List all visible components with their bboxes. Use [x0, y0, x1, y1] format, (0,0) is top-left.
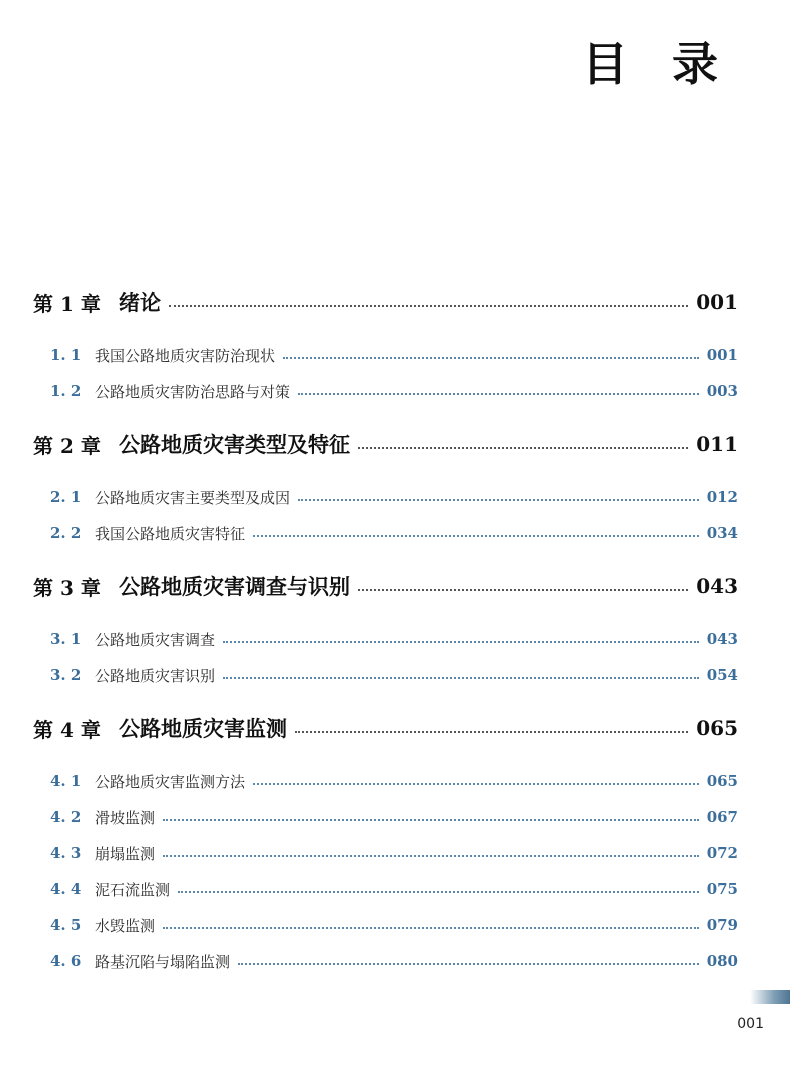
page-number: 001 — [737, 1016, 764, 1032]
dot-leader — [163, 819, 699, 821]
toc-section-3-1[interactable] — [50, 627, 738, 651]
section-number: 3. 2 — [50, 666, 82, 684]
toc-chapter-3[interactable] — [33, 571, 738, 601]
toc-section-2-1[interactable] — [50, 485, 738, 509]
section-page: 075 — [706, 880, 738, 898]
dot-leader — [358, 447, 688, 449]
section-title: 公路地质灾害调查 — [95, 630, 216, 649]
dot-leader — [253, 535, 699, 537]
toc-section-4-5[interactable] — [50, 913, 738, 937]
section-title: 我国公路地质灾害特征 — [95, 524, 246, 543]
section-number: 4. 2 — [50, 808, 82, 826]
section-title: 路基沉陷与塌陷监测 — [95, 952, 231, 971]
toc-section-4-3[interactable] — [50, 841, 738, 865]
section-number: 1. 1 — [50, 346, 82, 364]
section-page: 054 — [706, 666, 738, 684]
toc-section-3-2[interactable] — [50, 663, 738, 687]
chapter-title: 公路地质灾害监测 — [119, 717, 287, 741]
dot-leader — [238, 963, 699, 965]
chapter-number: 第 1 章 — [33, 291, 101, 316]
chapter-page: 065 — [696, 716, 738, 740]
section-page: 043 — [706, 630, 738, 648]
section-number: 4. 1 — [50, 772, 82, 790]
dot-leader — [169, 305, 688, 307]
section-title: 公路地质灾害识别 — [95, 666, 216, 685]
chapter-number: 第 4 章 — [33, 717, 101, 742]
dot-leader — [283, 357, 699, 359]
section-page: 003 — [706, 382, 738, 400]
section-page: 001 — [706, 346, 738, 364]
section-number: 4. 4 — [50, 880, 82, 898]
dot-leader — [163, 855, 699, 857]
section-number: 3. 1 — [50, 630, 82, 648]
section-number: 4. 5 — [50, 916, 82, 934]
chapter-page: 001 — [696, 290, 738, 314]
toc-section-2-2[interactable] — [50, 521, 738, 545]
section-page: 080 — [706, 952, 738, 970]
chapter-title: 公路地质灾害类型及特征 — [119, 433, 350, 457]
section-number: 1. 2 — [50, 382, 82, 400]
dot-leader — [163, 927, 699, 929]
section-page: 067 — [706, 808, 738, 826]
chapter-title: 绪论 — [119, 291, 161, 315]
chapter-page: 043 — [696, 574, 738, 598]
dot-leader — [178, 891, 699, 893]
chapter-number: 第 2 章 — [33, 433, 101, 458]
toc-section-4-1[interactable] — [50, 769, 738, 793]
section-title: 公路地质灾害监测方法 — [95, 772, 246, 791]
page-title: 目 录 — [581, 37, 732, 91]
section-page: 072 — [706, 844, 738, 862]
toc-section-1-1[interactable] — [50, 343, 738, 367]
section-number: 4. 3 — [50, 844, 82, 862]
dot-leader — [298, 393, 699, 395]
section-number: 2. 1 — [50, 488, 82, 506]
section-page: 079 — [706, 916, 738, 934]
section-page: 012 — [706, 488, 738, 506]
section-title: 崩塌监测 — [95, 844, 156, 863]
toc-section-1-2[interactable] — [50, 379, 738, 403]
section-title: 我国公路地质灾害防治现状 — [95, 346, 276, 365]
section-title: 公路地质灾害主要类型及成因 — [95, 488, 291, 507]
dot-leader — [253, 783, 699, 785]
section-number: 4. 6 — [50, 952, 82, 970]
dot-leader — [298, 499, 699, 501]
page-edge-bar — [750, 990, 790, 1004]
section-title: 公路地质灾害防治思路与对策 — [95, 382, 291, 401]
dot-leader — [223, 677, 699, 679]
toc-chapter-2[interactable] — [33, 429, 738, 459]
chapter-number: 第 3 章 — [33, 575, 101, 600]
dot-leader — [223, 641, 699, 643]
dot-leader — [295, 731, 688, 733]
section-title: 水毁监测 — [95, 916, 156, 935]
section-page: 065 — [706, 772, 738, 790]
chapter-page: 011 — [696, 432, 738, 456]
dot-leader — [358, 589, 688, 591]
chapter-title: 公路地质灾害调查与识别 — [119, 575, 350, 599]
toc-section-4-6[interactable] — [50, 949, 738, 973]
section-number: 2. 2 — [50, 524, 82, 542]
toc-section-4-2[interactable] — [50, 805, 738, 829]
section-page: 034 — [706, 524, 738, 542]
section-title: 滑坡监测 — [95, 808, 156, 827]
section-title: 泥石流监测 — [95, 880, 171, 899]
toc-chapter-4[interactable] — [33, 713, 738, 743]
toc-section-4-4[interactable] — [50, 877, 738, 901]
toc-chapter-1[interactable] — [33, 287, 738, 317]
